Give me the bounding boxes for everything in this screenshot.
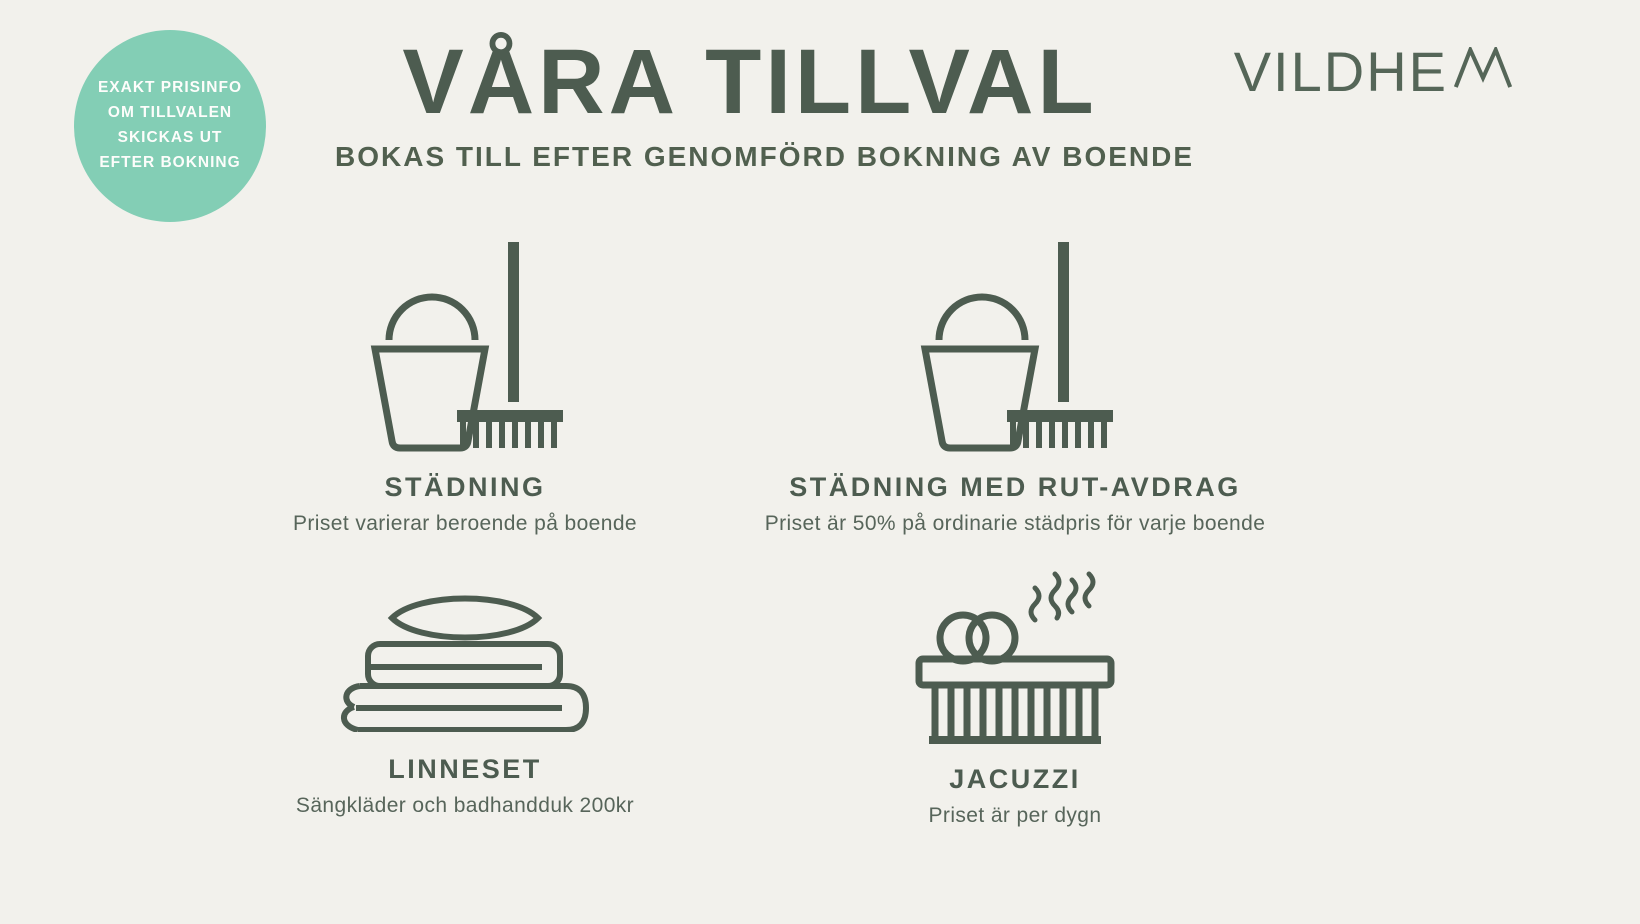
icon-wrap xyxy=(915,570,1115,748)
price-info-badge xyxy=(74,30,266,222)
badge-line: EFTER BOKNING xyxy=(99,153,241,171)
service-card-jacuzzi xyxy=(740,570,1290,828)
icon-wrap xyxy=(334,570,596,738)
header xyxy=(335,31,1195,173)
icon-wrap xyxy=(365,228,565,456)
badge-line: EXAKT PRISINFO xyxy=(97,79,243,97)
mop-bucket-icon xyxy=(915,236,1115,456)
service-description: Priset varierar beroende på boende xyxy=(293,512,637,535)
logo-text: VILDHE xyxy=(1233,40,1448,103)
badge-line: SKICKAS UT xyxy=(117,129,223,146)
logo-m-mountain-icon xyxy=(1454,47,1512,89)
page-title: VÅRA TILLVAL xyxy=(402,31,1098,133)
service-description: Priset är 50% på ordinarie städpris för varje boende xyxy=(764,512,1266,535)
service-title: STÄDNING MED RUT-AVDRAG xyxy=(789,472,1241,502)
icon-wrap xyxy=(915,228,1115,456)
service-title: JACUZZI xyxy=(949,764,1081,794)
service-title: STÄDNING xyxy=(384,472,546,502)
service-description: Sängkläder och badhandduk 200kr xyxy=(295,794,635,817)
service-card-linneset xyxy=(190,570,740,828)
mop-bucket-icon xyxy=(365,236,565,456)
hot-tub-icon xyxy=(915,566,1115,746)
service-card-stadning xyxy=(190,228,740,536)
services-grid xyxy=(190,228,1290,828)
service-title: LINNESET xyxy=(388,754,542,784)
badge-line: OM TILLVALEN xyxy=(107,104,233,122)
vildhem-logo xyxy=(1233,40,1512,103)
service-description: Priset är per dygn xyxy=(928,804,1102,827)
bed-linen-icon xyxy=(334,582,596,732)
service-card-stadning-rut xyxy=(740,228,1290,536)
page-subtitle: BOKAS TILL EFTER GENOMFÖRD BOKNING AV BOENDE xyxy=(335,140,1195,172)
